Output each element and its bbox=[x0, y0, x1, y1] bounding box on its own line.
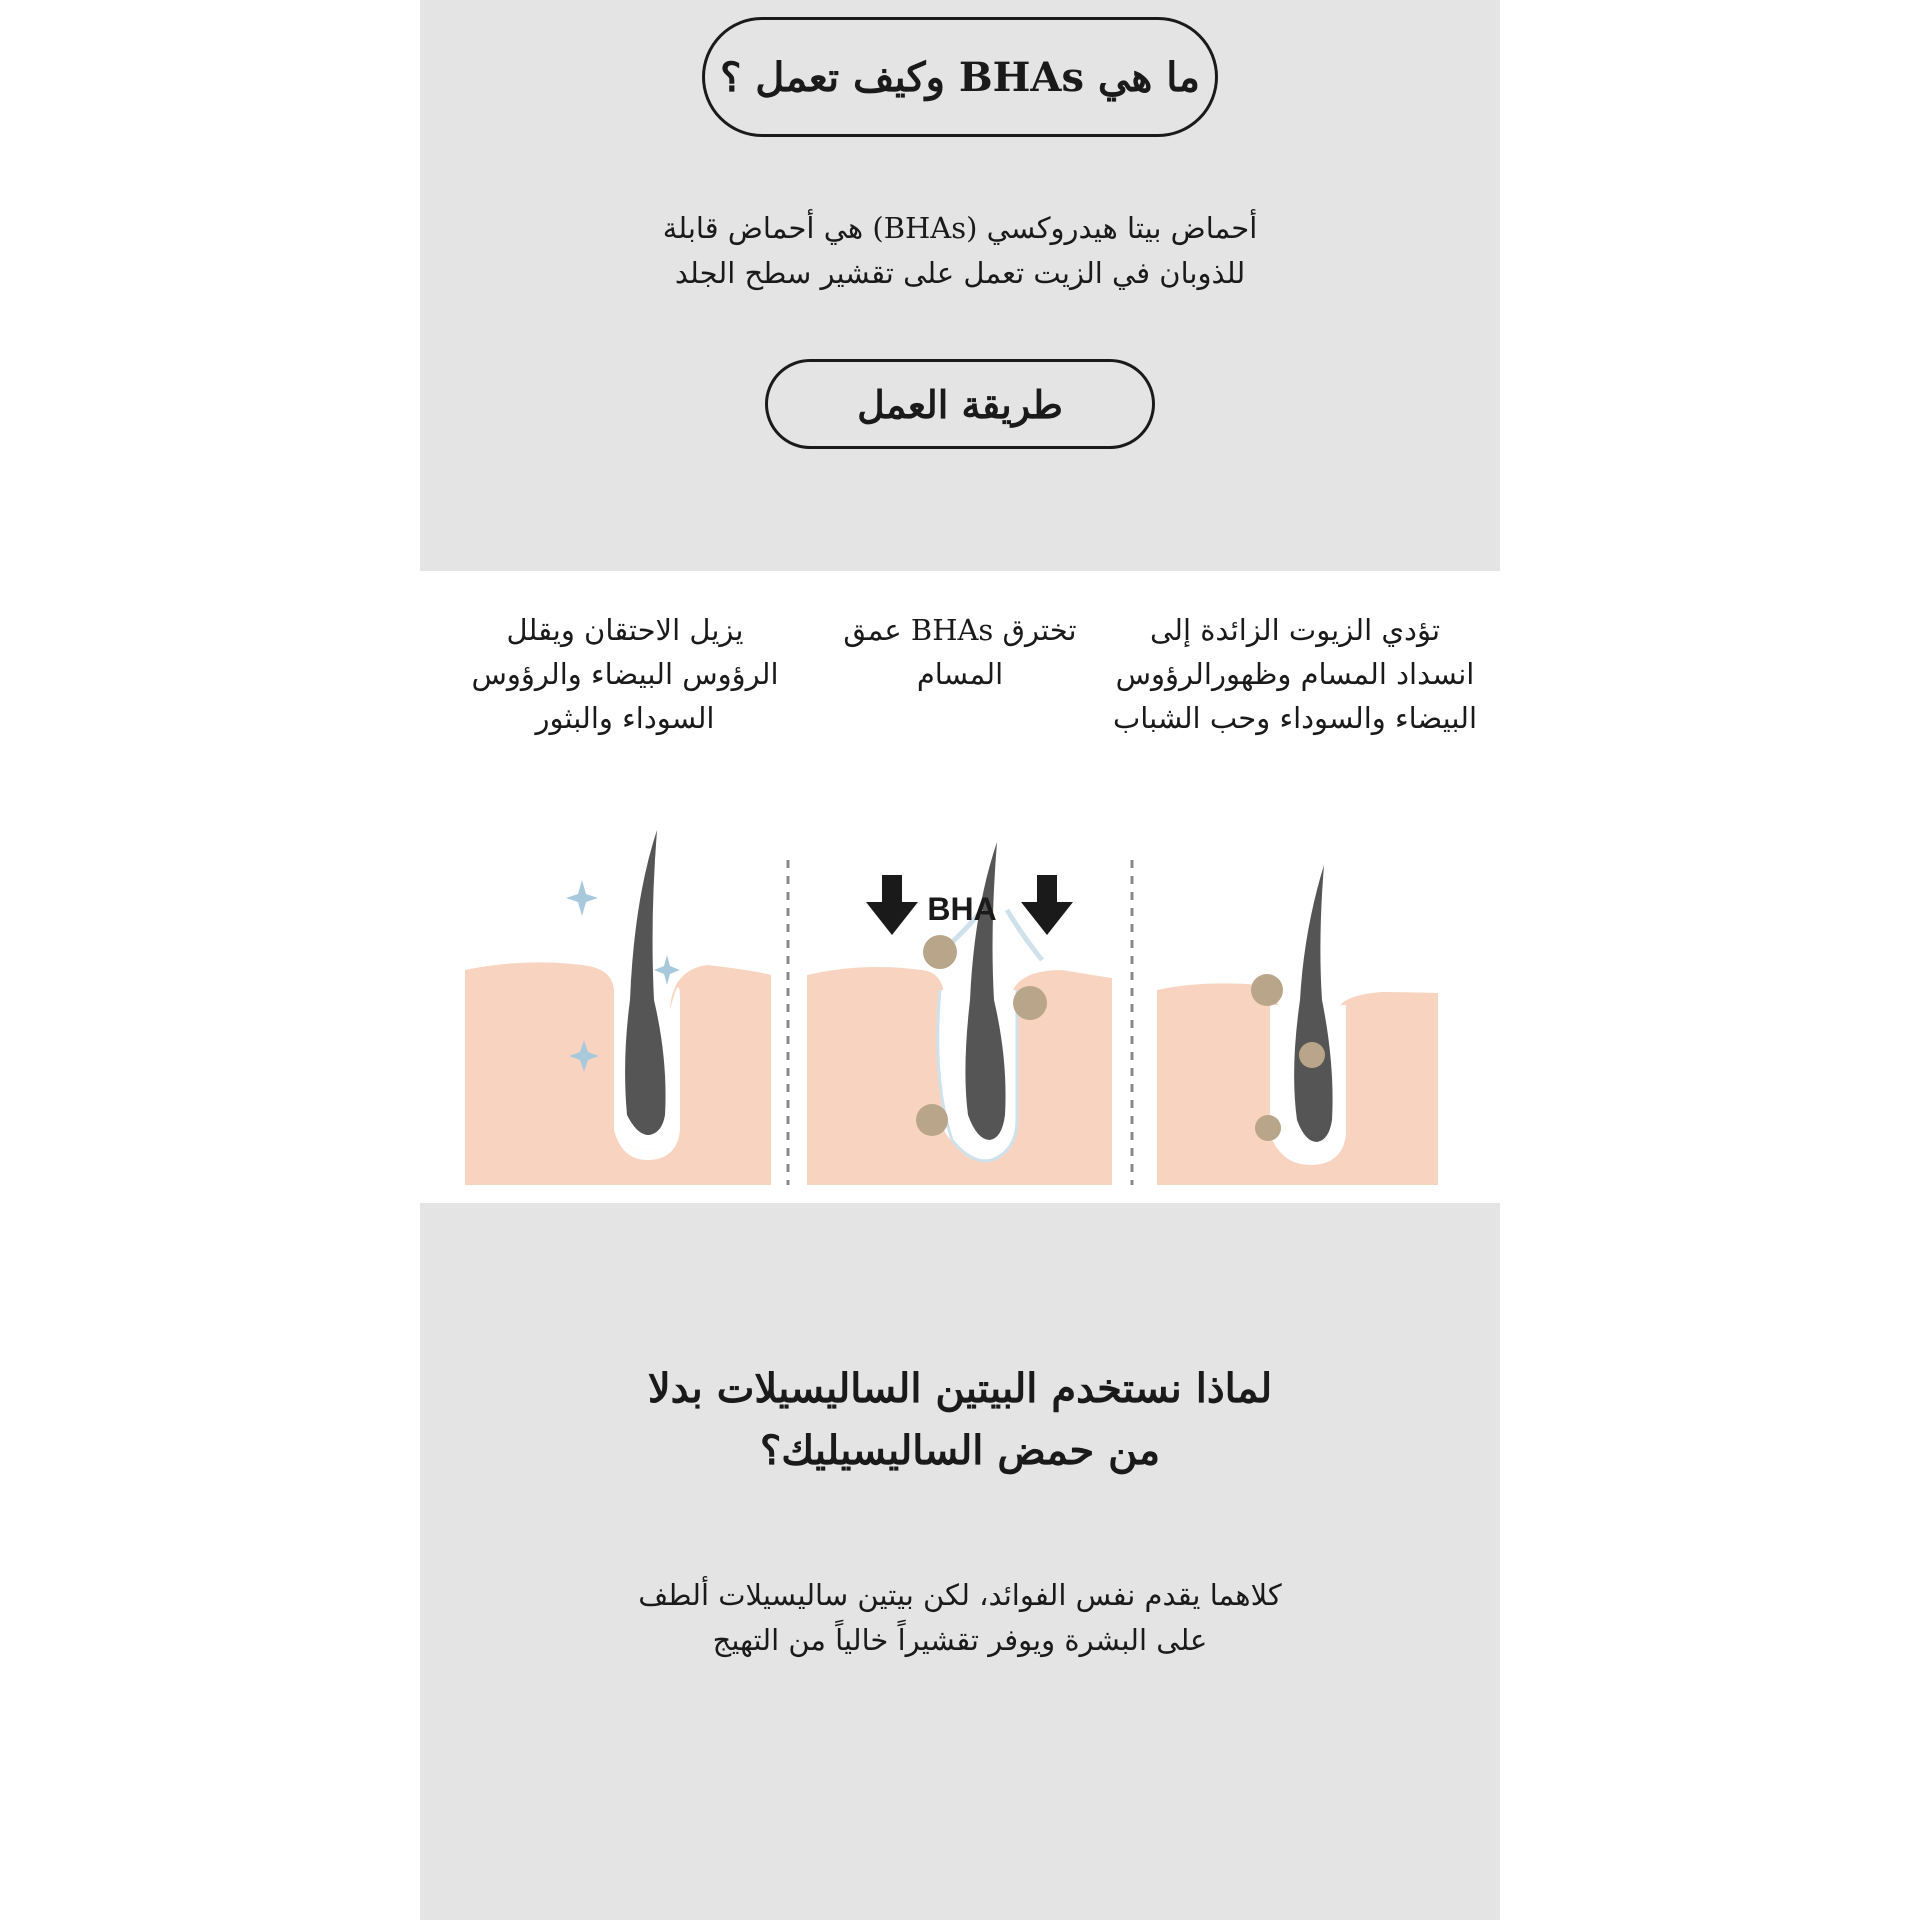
arrow-down-icon bbox=[866, 875, 918, 935]
page-title-text: ما هي BHAs وكيف تعمل ؟ bbox=[720, 53, 1200, 101]
sebum-cluster bbox=[1251, 974, 1283, 1006]
bha-penetrates-illustration bbox=[807, 842, 1112, 1185]
intro-text: أحماض بيتا هيدروكسي (BHAs) هي أحماض قابلة للذوبان في الزيت تعمل على تقشير سطح الجلد bbox=[662, 211, 1258, 290]
why-heading: لماذا نستخدم البيتين الساليسيلات بدلا من حمض الساليسيليك؟ bbox=[647, 1365, 1273, 1474]
clogged-pore-illustration bbox=[1157, 865, 1438, 1185]
follicle-left bbox=[625, 830, 665, 1135]
sebum-cluster bbox=[916, 1104, 948, 1136]
sebum-cluster bbox=[923, 935, 957, 969]
page-title bbox=[702, 17, 1218, 137]
follicle-right bbox=[1294, 865, 1332, 1142]
step-bha-penetrates: تخترق BHAs عمق المسام bbox=[843, 613, 1077, 691]
sebum-cluster bbox=[1255, 1115, 1281, 1141]
sebum-cluster bbox=[1013, 986, 1047, 1020]
bha-arrow-label: BHA bbox=[927, 891, 997, 927]
step-clogged-pores: تؤدي الزيوت الزائدة إلى انسداد المسام وظهورالرؤوس البيضاء والسوداء وحب الشباب bbox=[1112, 613, 1478, 735]
sparkle-icon bbox=[566, 880, 598, 916]
why-section bbox=[420, 1203, 1500, 1920]
arrow-down-icon bbox=[1021, 875, 1073, 935]
pore-diagram bbox=[462, 830, 1462, 1190]
step-clear-pores: يزيل الاحتقان ويقلل الرؤوس البيضاء والرؤوس السوداء والبثور bbox=[471, 613, 779, 735]
why-body-text: كلاهما يقدم نفس الفوائد، لكن بيتين ساليسيلات ألطف على البشرة ويوفر تقشيراً خالياً من التهيج bbox=[638, 1578, 1282, 1657]
sparkle-icon bbox=[654, 955, 680, 985]
method-heading bbox=[765, 359, 1155, 449]
skin-left bbox=[465, 962, 771, 1185]
clear-pore-illustration bbox=[465, 830, 771, 1185]
sebum-cluster bbox=[1299, 1042, 1325, 1068]
method-heading-text: طريقة العمل bbox=[857, 381, 1063, 427]
